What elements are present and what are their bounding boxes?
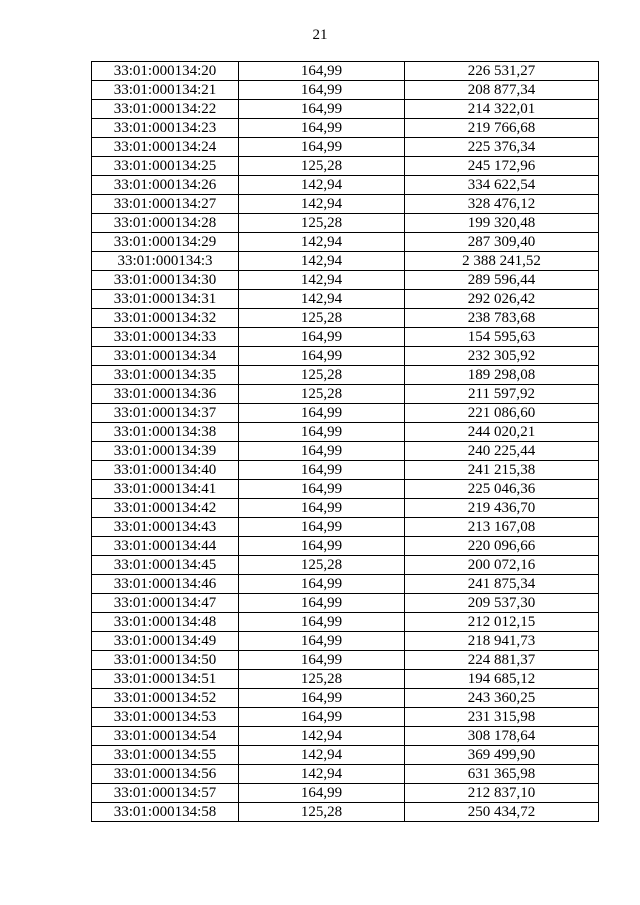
area-cell: 125,28 <box>239 556 405 575</box>
cadastral-number-cell: 33:01:000134:28 <box>92 214 239 233</box>
area-cell: 142,94 <box>239 176 405 195</box>
cadastral-number-cell: 33:01:000134:55 <box>92 746 239 765</box>
area-cell: 164,99 <box>239 784 405 803</box>
cadastral-value-cell: 194 685,12 <box>405 670 599 689</box>
cadastral-number-cell: 33:01:000134:57 <box>92 784 239 803</box>
cadastral-number-cell: 33:01:000134:26 <box>92 176 239 195</box>
cadastral-number-cell: 33:01:000134:42 <box>92 499 239 518</box>
cadastral-number-cell: 33:01:000134:27 <box>92 195 239 214</box>
table-row <box>92 138 599 157</box>
cadastral-value-cell: 212 837,10 <box>405 784 599 803</box>
table-row <box>92 594 599 613</box>
area-cell: 142,94 <box>239 252 405 271</box>
table-row <box>92 404 599 423</box>
table-row <box>92 81 599 100</box>
table-row <box>92 309 599 328</box>
cadastral-number-cell: 33:01:000134:58 <box>92 803 239 822</box>
table-row <box>92 461 599 480</box>
cadastral-value-cell: 200 072,16 <box>405 556 599 575</box>
cadastral-number-cell: 33:01:000134:51 <box>92 670 239 689</box>
cadastral-value-cell: 213 167,08 <box>405 518 599 537</box>
area-cell: 164,99 <box>239 594 405 613</box>
area-cell: 125,28 <box>239 157 405 176</box>
cadastral-number-cell: 33:01:000134:43 <box>92 518 239 537</box>
cadastral-number-cell: 33:01:000134:37 <box>92 404 239 423</box>
cadastral-value-cell: 289 596,44 <box>405 271 599 290</box>
area-cell: 164,99 <box>239 442 405 461</box>
area-cell: 164,99 <box>239 138 405 157</box>
cadastral-value-cell: 2 388 241,52 <box>405 252 599 271</box>
cadastral-number-cell: 33:01:000134:49 <box>92 632 239 651</box>
table-row <box>92 803 599 822</box>
cadastral-value-cell: 219 436,70 <box>405 499 599 518</box>
table-body <box>92 62 599 822</box>
cadastral-number-cell: 33:01:000134:29 <box>92 233 239 252</box>
cadastral-value-cell: 250 434,72 <box>405 803 599 822</box>
area-cell: 125,28 <box>239 366 405 385</box>
table-row <box>92 385 599 404</box>
cadastral-value-cell: 218 941,73 <box>405 632 599 651</box>
area-cell: 142,94 <box>239 233 405 252</box>
area-cell: 164,99 <box>239 100 405 119</box>
cadastral-value-cell: 214 322,01 <box>405 100 599 119</box>
area-cell: 164,99 <box>239 119 405 138</box>
cadastral-value-cell: 292 026,42 <box>405 290 599 309</box>
cadastral-value-cell: 231 315,98 <box>405 708 599 727</box>
table-row <box>92 499 599 518</box>
cadastral-value-table <box>91 61 599 822</box>
area-cell: 164,99 <box>239 62 405 81</box>
table-row <box>92 62 599 81</box>
table-row <box>92 765 599 784</box>
cadastral-value-cell: 221 086,60 <box>405 404 599 423</box>
table-row <box>92 233 599 252</box>
cadastral-value-cell: 189 298,08 <box>405 366 599 385</box>
area-cell: 164,99 <box>239 328 405 347</box>
area-cell: 142,94 <box>239 290 405 309</box>
table-row <box>92 689 599 708</box>
page-number: 21 <box>312 27 328 43</box>
cadastral-value-cell: 334 622,54 <box>405 176 599 195</box>
area-cell: 164,99 <box>239 347 405 366</box>
area-cell: 164,99 <box>239 632 405 651</box>
cadastral-number-cell: 33:01:000134:54 <box>92 727 239 746</box>
cadastral-value-cell: 208 877,34 <box>405 81 599 100</box>
area-cell: 125,28 <box>239 670 405 689</box>
cadastral-number-cell: 33:01:000134:25 <box>92 157 239 176</box>
cadastral-number-cell: 33:01:000134:23 <box>92 119 239 138</box>
area-cell: 164,99 <box>239 480 405 499</box>
cadastral-number-cell: 33:01:000134:53 <box>92 708 239 727</box>
cadastral-value-cell: 240 225,44 <box>405 442 599 461</box>
area-cell: 164,99 <box>239 81 405 100</box>
cadastral-number-cell: 33:01:000134:39 <box>92 442 239 461</box>
area-cell: 142,94 <box>239 746 405 765</box>
cadastral-number-cell: 33:01:000134:38 <box>92 423 239 442</box>
area-cell: 142,94 <box>239 765 405 784</box>
cadastral-number-cell: 33:01:000134:47 <box>92 594 239 613</box>
area-cell: 125,28 <box>239 803 405 822</box>
cadastral-number-cell: 33:01:000134:31 <box>92 290 239 309</box>
cadastral-value-cell: 211 597,92 <box>405 385 599 404</box>
cadastral-number-cell: 33:01:000134:30 <box>92 271 239 290</box>
cadastral-number-cell: 33:01:000134:56 <box>92 765 239 784</box>
area-cell: 142,94 <box>239 195 405 214</box>
table-row <box>92 252 599 271</box>
cadastral-value-cell: 241 215,38 <box>405 461 599 480</box>
table-row <box>92 271 599 290</box>
area-cell: 125,28 <box>239 214 405 233</box>
area-cell: 164,99 <box>239 518 405 537</box>
table-row <box>92 727 599 746</box>
cadastral-number-cell: 33:01:000134:36 <box>92 385 239 404</box>
table-row <box>92 347 599 366</box>
area-cell: 125,28 <box>239 309 405 328</box>
table-row <box>92 670 599 689</box>
table-row <box>92 518 599 537</box>
cadastral-value-cell: 225 376,34 <box>405 138 599 157</box>
area-cell: 125,28 <box>239 385 405 404</box>
table-row <box>92 100 599 119</box>
cadastral-number-cell: 33:01:000134:33 <box>92 328 239 347</box>
cadastral-value-cell: 287 309,40 <box>405 233 599 252</box>
cadastral-value-cell: 232 305,92 <box>405 347 599 366</box>
table-row <box>92 290 599 309</box>
cadastral-value-cell: 212 012,15 <box>405 613 599 632</box>
cadastral-value-cell: 241 875,34 <box>405 575 599 594</box>
table-row <box>92 651 599 670</box>
cadastral-number-cell: 33:01:000134:20 <box>92 62 239 81</box>
cadastral-value-cell: 245 172,96 <box>405 157 599 176</box>
area-cell: 164,99 <box>239 499 405 518</box>
table-row <box>92 157 599 176</box>
table-row <box>92 632 599 651</box>
table-row <box>92 746 599 765</box>
cadastral-number-cell: 33:01:000134:24 <box>92 138 239 157</box>
table-row <box>92 537 599 556</box>
cadastral-number-cell: 33:01:000134:3 <box>92 252 239 271</box>
cadastral-value-cell: 226 531,27 <box>405 62 599 81</box>
cadastral-value-cell: 225 046,36 <box>405 480 599 499</box>
table-row <box>92 556 599 575</box>
area-cell: 142,94 <box>239 271 405 290</box>
cadastral-number-cell: 33:01:000134:40 <box>92 461 239 480</box>
cadastral-value-cell: 369 499,90 <box>405 746 599 765</box>
area-cell: 164,99 <box>239 461 405 480</box>
table-row <box>92 480 599 499</box>
table-row <box>92 176 599 195</box>
area-cell: 164,99 <box>239 651 405 670</box>
table-row <box>92 366 599 385</box>
cadastral-number-cell: 33:01:000134:45 <box>92 556 239 575</box>
area-cell: 142,94 <box>239 727 405 746</box>
table-row <box>92 613 599 632</box>
table-row <box>92 442 599 461</box>
cadastral-value-cell: 220 096,66 <box>405 537 599 556</box>
cadastral-value-cell: 243 360,25 <box>405 689 599 708</box>
area-cell: 164,99 <box>239 575 405 594</box>
table-row <box>92 119 599 138</box>
cadastral-number-cell: 33:01:000134:44 <box>92 537 239 556</box>
cadastral-value-cell: 199 320,48 <box>405 214 599 233</box>
area-cell: 164,99 <box>239 689 405 708</box>
table-row <box>92 214 599 233</box>
cadastral-number-cell: 33:01:000134:46 <box>92 575 239 594</box>
cadastral-value-cell: 219 766,68 <box>405 119 599 138</box>
cadastral-value-cell: 328 476,12 <box>405 195 599 214</box>
cadastral-number-cell: 33:01:000134:22 <box>92 100 239 119</box>
cadastral-number-cell: 33:01:000134:32 <box>92 309 239 328</box>
cadastral-value-cell: 244 020,21 <box>405 423 599 442</box>
cadastral-value-cell: 209 537,30 <box>405 594 599 613</box>
cadastral-value-cell: 224 881,37 <box>405 651 599 670</box>
table-row <box>92 575 599 594</box>
area-cell: 164,99 <box>239 537 405 556</box>
cadastral-number-cell: 33:01:000134:41 <box>92 480 239 499</box>
cadastral-number-cell: 33:01:000134:21 <box>92 81 239 100</box>
cadastral-value-cell: 308 178,64 <box>405 727 599 746</box>
table-row <box>92 784 599 803</box>
cadastral-value-cell: 154 595,63 <box>405 328 599 347</box>
cadastral-number-cell: 33:01:000134:48 <box>92 613 239 632</box>
table-row <box>92 328 599 347</box>
cadastral-number-cell: 33:01:000134:35 <box>92 366 239 385</box>
area-cell: 164,99 <box>239 613 405 632</box>
cadastral-number-cell: 33:01:000134:50 <box>92 651 239 670</box>
table-row <box>92 708 599 727</box>
cadastral-number-cell: 33:01:000134:34 <box>92 347 239 366</box>
cadastral-number-cell: 33:01:000134:52 <box>92 689 239 708</box>
area-cell: 164,99 <box>239 708 405 727</box>
table-row <box>92 195 599 214</box>
table-row <box>92 423 599 442</box>
area-cell: 164,99 <box>239 404 405 423</box>
cadastral-value-cell: 238 783,68 <box>405 309 599 328</box>
cadastral-value-cell: 631 365,98 <box>405 765 599 784</box>
area-cell: 164,99 <box>239 423 405 442</box>
